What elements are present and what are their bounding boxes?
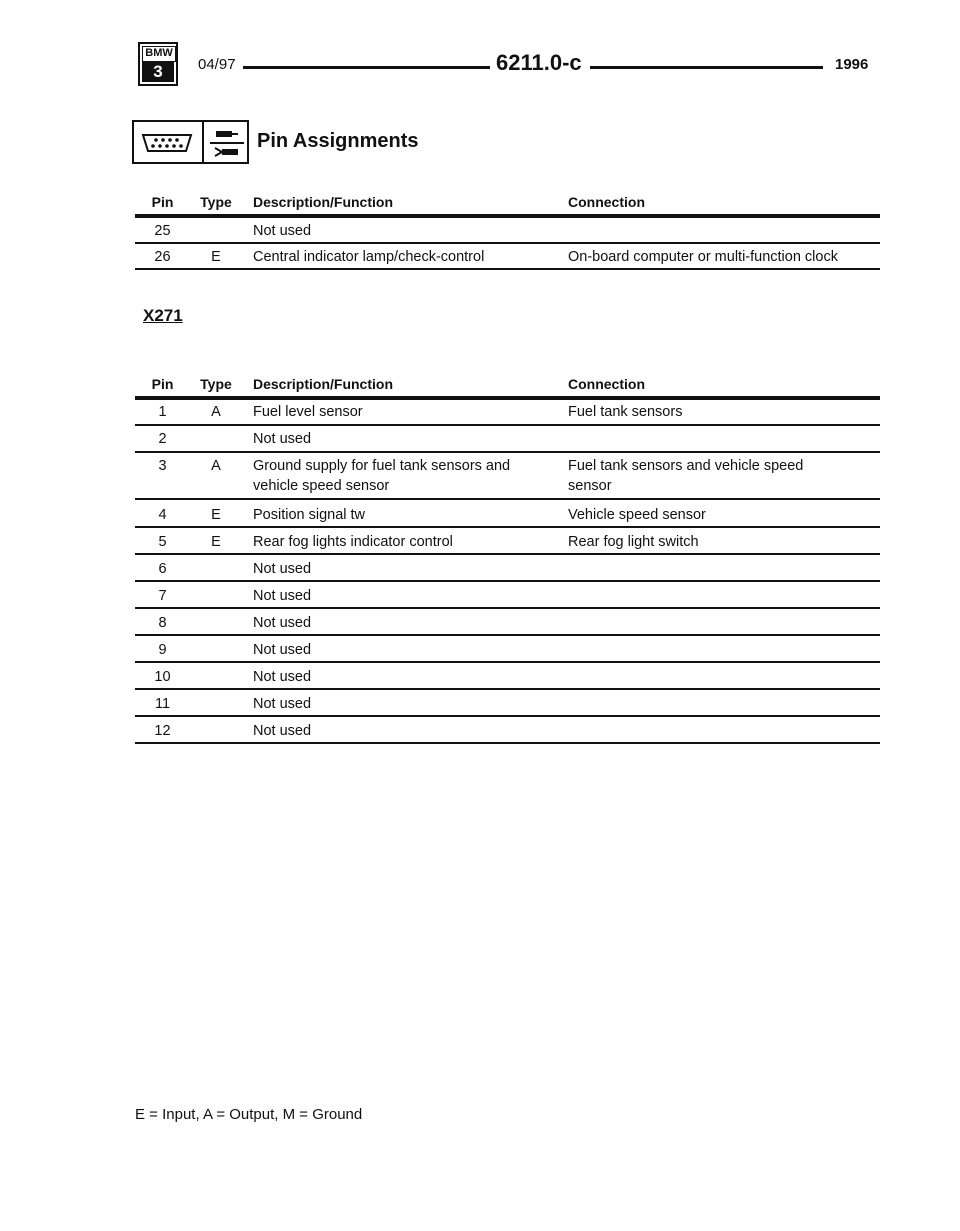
cell-desc: Not used	[253, 615, 312, 631]
cell-pin: 6	[158, 561, 167, 577]
cell-conn: Fuel tank sensors	[568, 404, 683, 420]
col-pin-header: Pin	[151, 376, 174, 392]
row-rule	[135, 526, 880, 528]
cell-desc: Not used	[253, 696, 312, 712]
pin-terminal-icon	[210, 126, 244, 160]
header-rule-left	[243, 66, 490, 69]
header-rule-right	[590, 66, 823, 69]
cell-pin: 25	[154, 223, 171, 239]
type-legend: E = Input, A = Output, M = Ground	[135, 1106, 363, 1123]
cell-pin: 8	[158, 615, 167, 631]
col-pin-header: Pin	[151, 194, 174, 210]
cell-conn: Rear fog light switch	[568, 534, 699, 550]
cell-desc: Position signal tw	[253, 507, 366, 523]
row-rule	[135, 715, 880, 717]
table1-header	[135, 194, 880, 216]
cell-pin: 7	[158, 588, 167, 604]
cell-desc: Central indicator lamp/check-control	[253, 249, 485, 265]
row-rule	[135, 451, 880, 453]
col-conn-header: Connection	[568, 194, 645, 210]
row-rule	[135, 742, 880, 744]
row-rule	[135, 553, 880, 555]
cell-conn: Fuel tank sensors and vehicle speed sensor	[568, 458, 804, 494]
col-desc-header: Description/Function	[253, 376, 393, 392]
connector-label: X271	[143, 306, 183, 325]
cell-pin: 26	[154, 249, 171, 265]
cell-pin: 4	[158, 507, 167, 523]
table2-header-rule	[135, 396, 880, 400]
col-type-header: Type	[200, 376, 232, 392]
row-rule	[135, 268, 880, 270]
cell-desc: Not used	[253, 431, 312, 447]
cell-pin: 10	[154, 669, 171, 685]
cell-pin: 9	[158, 642, 167, 658]
cell-desc: Not used	[253, 223, 312, 239]
cell-pin: 2	[158, 431, 167, 447]
cell-desc: Not used	[253, 561, 312, 577]
section-title: Pin Assignments	[257, 130, 419, 152]
cell-conn: Vehicle speed sensor	[568, 507, 706, 523]
row-rule	[135, 688, 880, 690]
cell-pin: 3	[158, 458, 167, 474]
cell-type: E	[211, 534, 221, 550]
cell-pin: 11	[154, 696, 171, 712]
logo-brand: BMW	[142, 46, 176, 62]
cell-desc: Not used	[253, 588, 312, 604]
row-rule	[135, 580, 880, 582]
connector-icon	[140, 132, 194, 154]
cell-type: A	[211, 404, 221, 420]
cell-type: A	[211, 458, 221, 474]
cell-desc: Not used	[253, 642, 312, 658]
row-rule	[135, 634, 880, 636]
cell-desc: Ground supply for fuel tank sensors and vehicle speed sensor	[253, 458, 511, 494]
row-rule	[135, 607, 880, 609]
row-rule	[135, 661, 880, 663]
cell-desc: Rear fog lights indicator control	[253, 534, 453, 550]
row-rule	[135, 498, 880, 500]
table1-header-rule	[135, 214, 880, 218]
cell-type: E	[211, 249, 221, 265]
col-type-header: Type	[200, 194, 232, 210]
page-header	[138, 42, 878, 88]
cell-conn: On-board computer or multi-function clock	[568, 249, 838, 265]
logo-series: 3	[142, 62, 174, 82]
row-rule	[135, 424, 880, 426]
cell-pin: 5	[158, 534, 167, 550]
cell-desc: Not used	[253, 723, 312, 739]
bmw-3-series-logo	[138, 42, 178, 86]
section-icon-box	[132, 120, 249, 164]
col-desc-header: Description/Function	[253, 194, 393, 210]
col-conn-header: Connection	[568, 376, 645, 392]
cell-desc: Fuel level sensor	[253, 404, 363, 420]
cell-pin: 1	[158, 404, 167, 420]
table2-header	[135, 376, 880, 398]
cell-type: E	[211, 507, 221, 523]
header-date: 04/97	[198, 56, 236, 73]
model-year: 1996	[835, 56, 869, 73]
cell-pin: 12	[154, 723, 171, 739]
icon-divider	[202, 122, 204, 162]
cell-desc: Not used	[253, 669, 312, 685]
document-code: 6211.0-c	[496, 50, 582, 75]
row-rule	[135, 242, 880, 244]
